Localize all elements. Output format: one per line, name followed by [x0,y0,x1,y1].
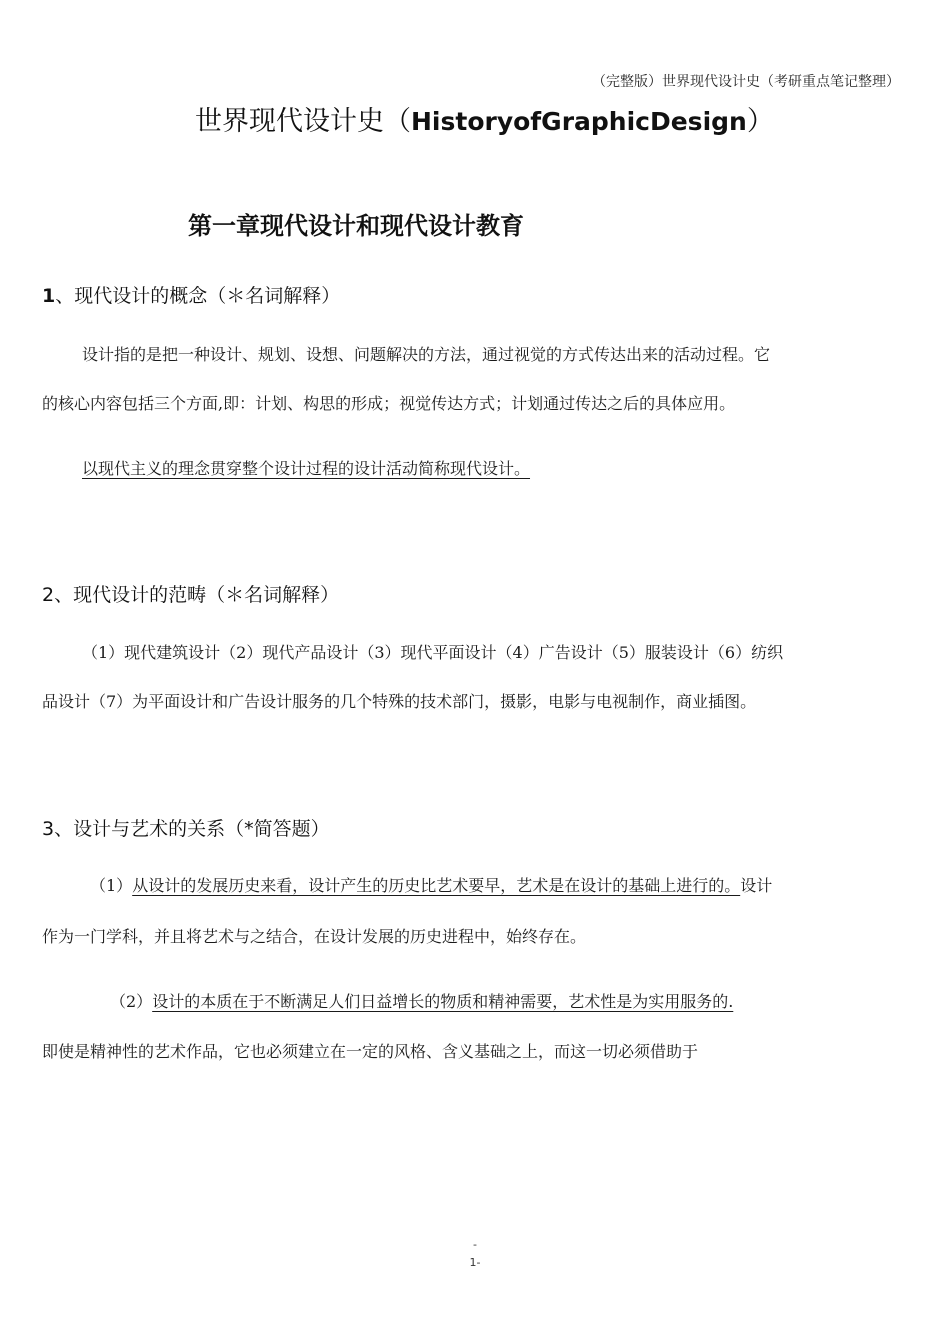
section-3-p2-line-2: 即使是精神性的艺术作品，它也必须建立在一定的风格、含义基础之上，而这一切必须借助于 [42,1042,699,1061]
section-2-line-1: （1）现代建筑设计（2）现代产品设计（3）现代平面设计（4）广告设计（5）服装设计（6）纺织 [82,643,784,662]
section-3-heading [42,814,330,841]
section-1-number: 1 [42,285,56,307]
section-3-p1-line-1 [90,874,772,898]
section-3-p2-line-1 [110,990,733,1014]
document-title-cn: 世界现代设计史（ [195,106,411,137]
header-note: （完整版）世界现代设计史（考研重点笔记整理） [592,74,900,90]
section-1-line-1: 设计指的是把一种设计、规划、设想、问题解决的方法，通过视觉的方式传达出来的活动过程。它 [82,345,771,364]
section-1-line-2: 的核心内容包括三个方面,即：计划、构思的形成；视觉传达方式；计划通过传达之后的具体应用。 [42,394,736,413]
page-number: 1- [469,1256,481,1269]
section-1-underlined [82,457,530,481]
section-3-p1-prefix: （1） [90,876,133,895]
section-1-heading-text: 、现代设计的概念（＊名词解释） [55,285,341,307]
section-3-p2-underlined: 设计的本质在于不断满足人们日益增长的物质和精神需要，艺术性是为实用服务的. [152,992,734,1011]
section-1-underlined-text: 以现代主义的理念贯穿整个设计过程的设计活动简称现代设计。 [82,459,531,478]
section-1-heading [42,281,340,308]
section-3-p2-prefix: （2） [110,992,153,1011]
section-2-heading [42,580,339,607]
footer-dash: - [473,1238,477,1251]
section-3-p1-suffix: 设计 [740,876,773,895]
section-2-number: 2 [42,584,55,606]
document-title [195,103,774,141]
document-title-en: HistoryofGraphicDesign [411,107,747,136]
section-3-number: 3 [42,818,55,840]
section-3-heading-text: 、设计与艺术的关系（*简答题） [54,818,330,840]
section-3-p1-line-2: 作为一门学科，并且将艺术与之结合，在设计发展的历史进程中，始终存在。 [42,927,587,946]
chapter-title: 第一章现代设计和现代设计教育 [188,212,524,240]
section-2-line-2: 品设计（7）为平面设计和广告设计服务的几个特殊的技术部门，摄影，电影与电视制作，商业插图。 [42,692,757,711]
section-3-p1-underlined: 从设计的发展历史来看，设计产生的历史比艺术要早，艺术是在设计的基础上进行的。 [132,876,741,895]
section-2-heading-text: 、现代设计的范畴（＊名词解释） [54,584,340,606]
document-title-close: ） [746,106,774,137]
